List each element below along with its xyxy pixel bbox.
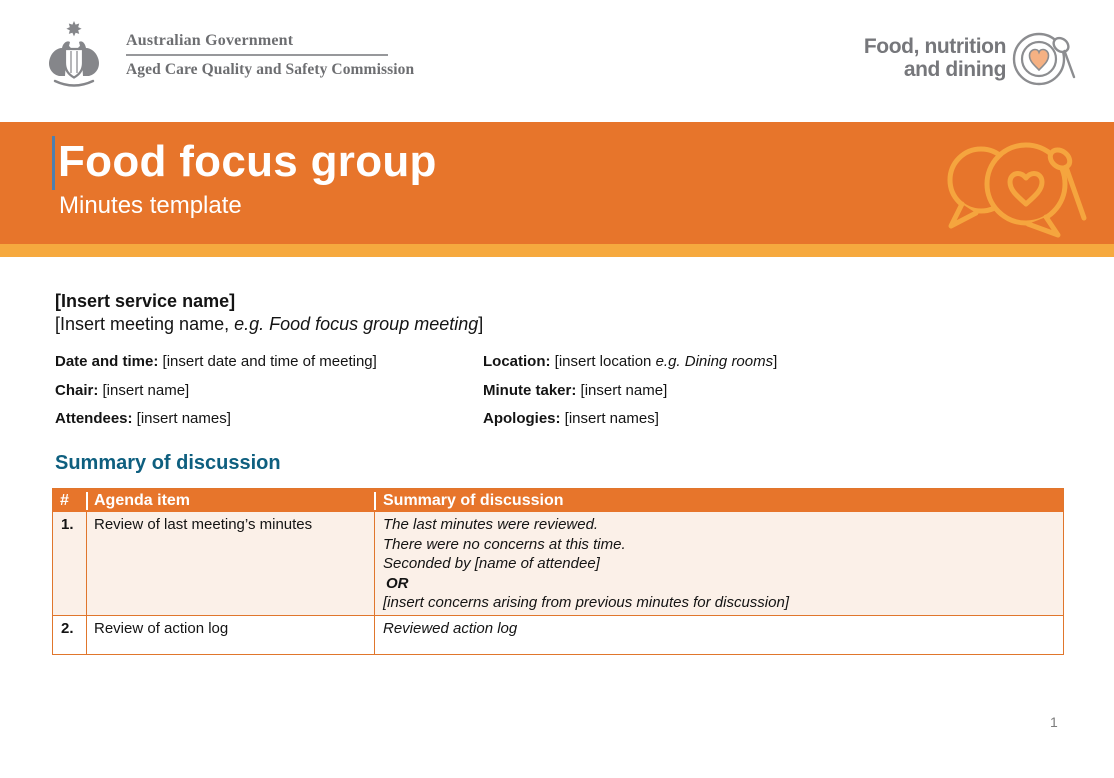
apologies-label: Apologies: (483, 410, 561, 427)
detail-minute-taker (483, 381, 1059, 400)
title-banner (0, 122, 1114, 244)
location-value-example: e.g. Dining rooms (655, 353, 774, 370)
table-row (53, 512, 1063, 616)
chair-label: Chair: (55, 381, 99, 399)
column-header-agenda-item: Agenda item (86, 492, 374, 510)
minute-taker-label: Minute taker: (483, 381, 577, 399)
apologies-value: [insert names] (560, 410, 659, 427)
table-header-row (53, 489, 1063, 512)
document-title: Food focus group (58, 137, 437, 186)
date-time-label: Date and time: (55, 353, 159, 370)
meeting-name-example: e.g. Food focus group meeting (234, 314, 479, 334)
government-name: Australian Government (126, 32, 294, 49)
logo-divider (126, 54, 388, 56)
meeting-name-post: ] (478, 314, 484, 334)
agenda-item-cell: Review of action log (87, 616, 375, 654)
summary-cell (375, 512, 1063, 615)
summary-cell (375, 616, 1063, 654)
agenda-item-cell: Review of last meeting’s minutes (87, 512, 375, 615)
detail-apologies (483, 409, 1059, 428)
government-logo (38, 20, 414, 88)
location-label: Location: (483, 353, 551, 370)
column-header-summary: Summary of discussion (374, 492, 1063, 510)
government-logo-text (126, 32, 414, 88)
plate-heart-spoon-icon (1012, 24, 1076, 92)
program-logo (864, 24, 1076, 92)
summary-line: Seconded by [name of attendee] (383, 555, 600, 572)
column-header-number: # (60, 491, 69, 509)
detail-row (55, 381, 1059, 400)
summary-line-or: OR (386, 574, 409, 592)
row-number-cell: 1. (53, 512, 87, 615)
summary-line: [insert concerns arising from previous minutes for discussion] (383, 594, 789, 611)
attendees-label: Attendees: (55, 410, 133, 427)
summary-table (52, 488, 1064, 655)
detail-date-time (55, 352, 483, 371)
row-number-cell: 2. (53, 616, 87, 654)
chair-value: [insert name] (98, 381, 190, 399)
minute-taker-value: [insert name] (576, 381, 668, 399)
detail-attendees (55, 409, 483, 428)
location-value-post: ] (773, 353, 778, 370)
meeting-details (55, 352, 1059, 438)
detail-row (55, 352, 1059, 371)
attendees-value: [insert names] (132, 410, 231, 427)
meeting-name-pre: [Insert meeting name, (55, 314, 235, 334)
service-name-placeholder: [Insert service name] (55, 291, 236, 311)
cursor-line (52, 136, 55, 190)
program-name-line1: Food, nutrition (863, 35, 1006, 58)
detail-location (483, 352, 1059, 371)
location-value-pre: [insert location (550, 353, 656, 370)
commission-name: Aged Care Quality and Safety Commission (126, 60, 415, 78)
page-number: 1 (1050, 714, 1058, 730)
speech-bubbles-heart-spoon-icon (938, 136, 1106, 238)
summary-line: There were no concerns at this time. (383, 535, 626, 553)
meeting-name-placeholder (55, 314, 483, 335)
program-name-line2: and dining (903, 58, 1006, 81)
date-time-value: [insert date and time of meeting] (158, 353, 377, 370)
detail-row (55, 409, 1059, 428)
section-heading: Summary of discussion (55, 452, 281, 474)
detail-chair (55, 381, 483, 400)
summary-line: Reviewed action log (383, 619, 518, 637)
table-row (53, 616, 1063, 654)
accent-strip (0, 244, 1114, 257)
australian-coat-of-arms-icon (38, 20, 110, 88)
program-logo-text (864, 35, 1006, 81)
summary-line: The last minutes were reviewed. (383, 516, 599, 533)
document-subtitle: Minutes template (59, 192, 242, 219)
